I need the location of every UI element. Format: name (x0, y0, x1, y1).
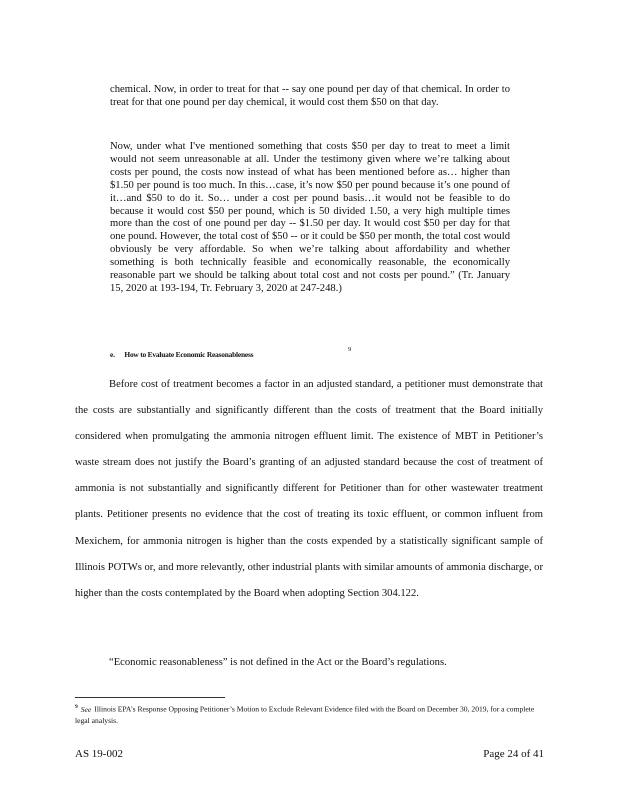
body-paragraph: “Economic reasonableness” is not defined in the Act or the Board’s regulations. (109, 657, 447, 668)
body-paragraph: Before cost of treatment becomes a factor in an adjusted standard, a petitioner must demonstrate that the costs are substantially and significantly different than the costs of treatment that the Board initially considered when promulgating the ammonia nitrogen effluent limit. The existence of MBT in Petitioner’s waste stream does not justify the Board’s granting of an adjusted standard because the cost of treatment of ammonia is not substantially and significantly different for Petitioner than for other wastewater treatment plants. Petitioner presents no evidence that the cost of treating its toxic effluent, or common influent from Mexichem, for ammonia nitrogen is higher than the costs expended by a statistically significant sample of Illinois POTWs or, and more relevantly, other industrial plants with similar amounts of ammonia discharge, or higher than the costs contemplated by the Board when adopting Section 304.122. (75, 379, 543, 599)
page-number: Page 24 of 41 (483, 748, 544, 760)
section-number: e. (110, 350, 115, 359)
footnote-see: See (80, 704, 92, 714)
footnote-reference: 9 (348, 346, 352, 353)
footnote-divider (75, 697, 225, 698)
section-title: How to Evaluate Economic Reasonableness (124, 350, 254, 359)
section-heading (110, 350, 253, 359)
block-quote-paragraph: Now, under what I've mentioned something that costs $50 per day to treat to meet a limit would not seem unreasonable at all. Under the testimony given where we’re talking about costs per pound, the costs now instead of what has been mentioned before as… higher than $1.50 per pound is too much. In this…case, it’s now $50 per pound because it’s one pound of it…and $50 to do it. So… under a cost per pound basis…it would not be feasible to do because it would cost $50 per pound, which is 50 divided 1.50, a very high multiple times more than the cost of one pound per day -- $1.50 per day. It would cost $50 per day for that one pound. However, the total cost of $50 -- or it could be $50 per month, the total cost would obviously be very affordable. So when we’re talking about affordability and whether something is both technically feasible and economically reasonable, the economically reasonable part we should be talking about total cost and not costs per pound.” (Tr. January 15, 2020 at 193-194, Tr. February 3, 2020 at 247-248.) (110, 141, 510, 294)
case-number: AS 19-002 (75, 748, 123, 760)
footnote-number: 9 (75, 704, 78, 710)
footnote (75, 702, 545, 726)
footnote-text: Illinois EPA’s Response Opposing Petitioner’s Motion to Exclude Relevant Evidence filed with the Board on December 30, 2019, for a complete legal analysis. (75, 704, 535, 725)
block-quote-paragraph: chemical. Now, in order to treat for that -- say one pound per day of that chemical. In order to treat for that one pound per day chemical, it would cost them $50 on that day. (110, 84, 510, 108)
